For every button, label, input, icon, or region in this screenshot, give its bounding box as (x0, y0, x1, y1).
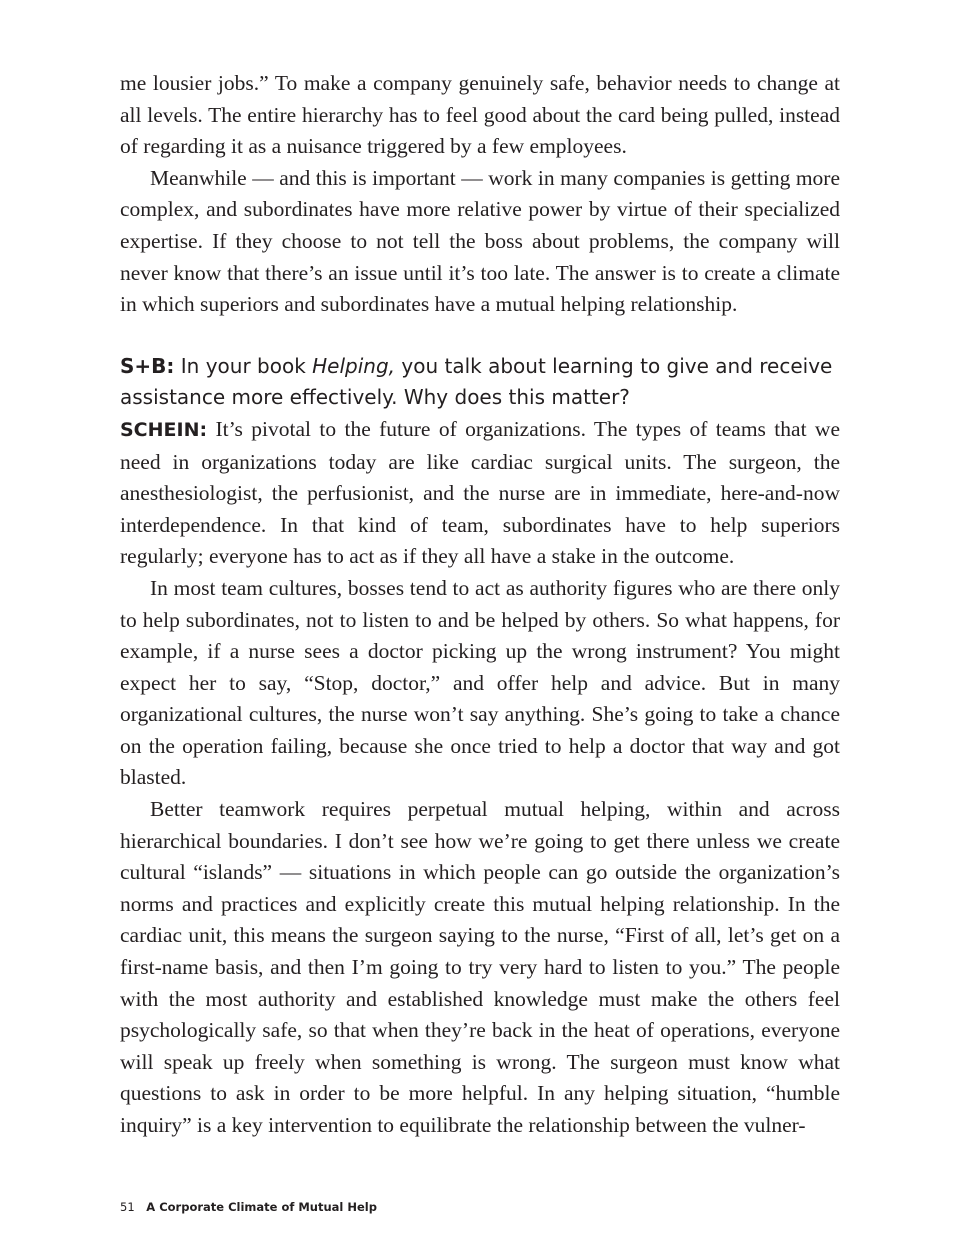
page-footer (120, 1200, 377, 1214)
running-title: A Corporate Climate of Mutual Help (146, 1200, 377, 1214)
answer-paragraph-2: In most team cultures, bosses tend to act as authority figures who are there only to help subordinates, not to listen to and be helped by others. So what happens, for example, if a nurse sees a doctor picking up the wrong instrument? You might expect her to say, “Stop, doctor,” and offer help and advice. But in many organizational cultures, the nurse won’t say anything. She’s going to take a chance on the operation failing, because she once tried to help a doctor that way and got blasted. (120, 575, 840, 790)
question-label: S+B: (120, 353, 175, 378)
question-text-before: In your book (174, 353, 313, 378)
answer-paragraph-3: Better teamwork requires perpetual mutual helping, within and across hierarchical boundaries. I don’t see how we’re going to get there unless we create cultural “islands” — situations in which people can go outside the organization’s norms and practices and explicitly create this mutual helping relationship. In the cardiac unit, this means the surgeon saying to the nurse, “First of all, let’s get on a first-name basis, and then I’m going to try very hard to listen to you.” The people with the most authority and established knowledge must make the others feel psychologically safe, so that when they’re back in the heat of operations, everyone will speak up freely when something is wrong. The surgeon must know what questions to ask in order to be more helpful. In any helping situation, “humble inquiry” is a key intervention to equilibrate the relationship between the vulner- (120, 797, 840, 1137)
answer-text: It’s pivotal to the future of organizations. The types of teams that we need in organizations today are like cardiac surgical units. The surgeon, the anesthesiologist, the perfusionist, and the nurse are in immediate, here-and-now interdependence. In that kind of team, subordinates have to help superiors regularly; everyone has to act as if they all have a stake in the outcome. (120, 416, 840, 569)
answer-paragraph-1 (120, 414, 840, 573)
paragraph-2: Meanwhile — and this is important — work in many companies is getting more complex, and subordinates have more relative power by virtue of their specialized expertise. If they choose to not tell the boss about problems, the company will never know that there’s an issue until it’s too late. The answer is to create a climate in which superiors and subordinates have a mutual helping relationship. (120, 165, 840, 317)
interview-question (120, 351, 840, 414)
answer-label: SCHEIN: (120, 418, 208, 441)
page-number: 51 (120, 1200, 135, 1214)
question-text-after: you talk about learning to give and receive assistance more effectively. Why does this matter? (120, 353, 833, 410)
paragraph-1: me lousier jobs.” To make a company genuinely safe, behavior needs to change at all levels. The entire hierarchy has to feel good about the card being pulled, instead of regarding it as a nuisance triggered by a few employees. (120, 71, 840, 159)
book-title: Helping, (312, 353, 396, 378)
page-body (120, 68, 840, 1142)
